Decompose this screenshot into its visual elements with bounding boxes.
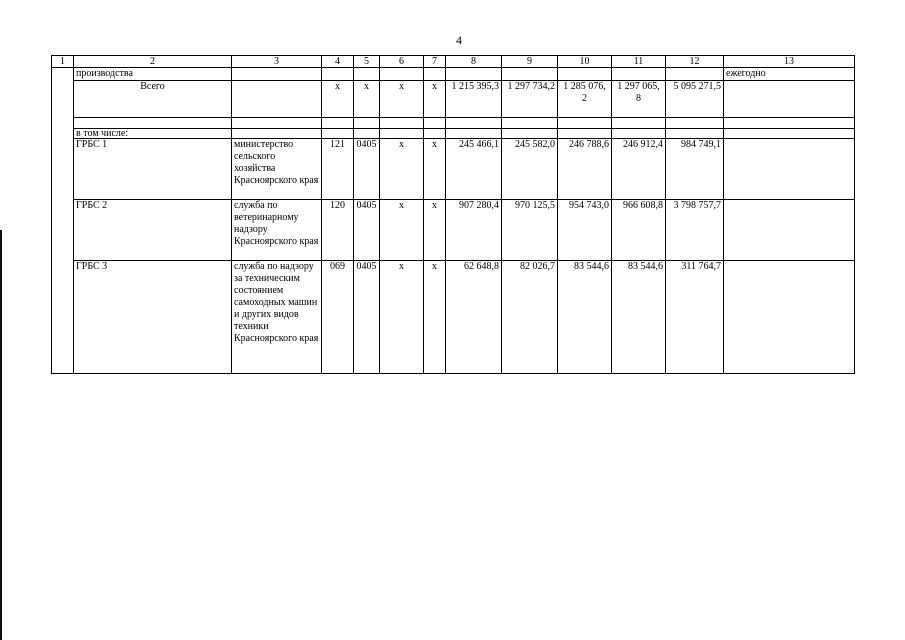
grbs-c8: 907 280,4 (446, 200, 502, 261)
header-cell: 11 (612, 56, 666, 68)
grbs-organization: министерство сельского хозяйства Красноярского края (232, 139, 322, 200)
grbs-c11: 246 912,4 (612, 139, 666, 200)
grbs-c10: 83 544,6 (558, 261, 612, 374)
grbs-c7: х (424, 139, 446, 200)
production-label: производства (74, 68, 232, 81)
total-c7: х (424, 81, 446, 118)
header-cell: 13 (724, 56, 855, 68)
total-c6: х (380, 81, 424, 118)
grbs-c4: 120 (322, 200, 354, 261)
grbs-c9: 970 125,5 (502, 200, 558, 261)
header-cell: 1 (52, 56, 74, 68)
grbs-c10: 246 788,6 (558, 139, 612, 200)
table-row-spacer (52, 118, 855, 129)
header-cell: 12 (666, 56, 724, 68)
total-c4: х (322, 81, 354, 118)
header-cell: 6 (380, 56, 424, 68)
grbs-c12: 311 764,7 (666, 261, 724, 374)
total-c12: 5 095 271,5 (666, 81, 724, 118)
grbs-c7: х (424, 261, 446, 374)
header-cell: 2 (74, 56, 232, 68)
grbs-c11: 83 544,6 (612, 261, 666, 374)
total-c11: 1 297 065, 8 (612, 81, 666, 118)
grbs-c4: 121 (322, 139, 354, 200)
grbs-name: ГРБС 1 (74, 139, 232, 200)
total-c5: х (354, 81, 380, 118)
header-cell: 10 (558, 56, 612, 68)
table-row-grbs (52, 261, 855, 374)
frequency-cell: ежегодно (724, 68, 855, 81)
grbs-c11: 966 608,8 (612, 200, 666, 261)
table-row-grbs (52, 139, 855, 200)
total-label: Всего (74, 81, 232, 118)
grbs-c5: 0405 (354, 261, 380, 374)
including-label: в том числе: (74, 129, 232, 139)
grbs-c4: 069 (322, 261, 354, 374)
grbs-name: ГРБС 2 (74, 200, 232, 261)
header-cell: 3 (232, 56, 322, 68)
header-cell: 4 (322, 56, 354, 68)
grbs-c7: х (424, 200, 446, 261)
grbs-c6: х (380, 261, 424, 374)
header-row (52, 56, 855, 68)
table-row-production (52, 68, 855, 81)
table-row-grbs (52, 200, 855, 261)
grbs-c5: 0405 (354, 139, 380, 200)
header-cell: 8 (446, 56, 502, 68)
total-c9: 1 297 734,2 (502, 81, 558, 118)
grbs-c6: х (380, 139, 424, 200)
grbs-c9: 245 582,0 (502, 139, 558, 200)
table-row-total (52, 81, 855, 118)
grbs-c5: 0405 (354, 200, 380, 261)
grbs-c12: 3 798 757,7 (666, 200, 724, 261)
header-cell: 5 (354, 56, 380, 68)
grbs-c6: х (380, 200, 424, 261)
grbs-c12: 984 749,1 (666, 139, 724, 200)
scan-edge-line (0, 230, 2, 640)
grbs-organization: служба по надзору за техническим состоянием самоходных машин и других видов техники Красноярского края (232, 261, 322, 374)
header-cell: 7 (424, 56, 446, 68)
grbs-name: ГРБС 3 (74, 261, 232, 374)
header-cell: 9 (502, 56, 558, 68)
total-c10: 1 285 076, 2 (558, 81, 612, 118)
grbs-c9: 82 026,7 (502, 261, 558, 374)
grbs-c10: 954 743,0 (558, 200, 612, 261)
grbs-c8: 245 466,1 (446, 139, 502, 200)
budget-table (51, 55, 855, 374)
table-row-including (52, 129, 855, 139)
grbs-organization: служба по ветеринарному надзору Красноярского края (232, 200, 322, 261)
page-number: 4 (456, 33, 462, 47)
grbs-c8: 62 648,8 (446, 261, 502, 374)
total-c8: 1 215 395,3 (446, 81, 502, 118)
